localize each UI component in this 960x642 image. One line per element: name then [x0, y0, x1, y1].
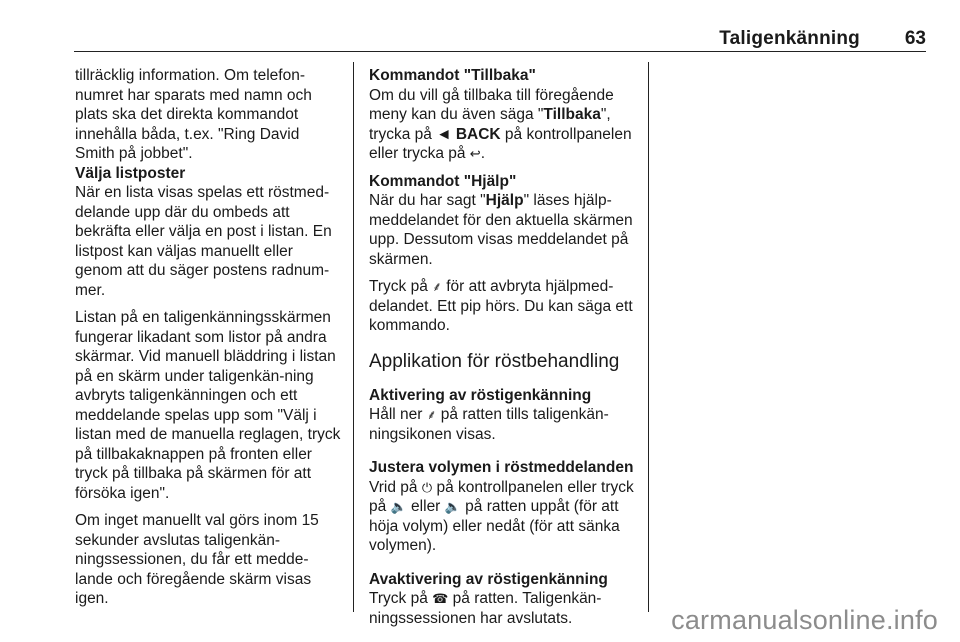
- paragraph-back-command: Om du vill gå tillbaka till föregående meny kan du även säga "Tillbaka", trycka på ◄ BACK på kontrollpanelen eller trycka på ↩.: [369, 86, 632, 162]
- column-divider-right: [648, 62, 649, 612]
- hang-up-icon: ☎: [432, 592, 449, 607]
- volume-up-icon: 🔈: [390, 500, 407, 515]
- subheading-adjust-volume: Justera volymen i röstmeddelanden: [369, 459, 634, 476]
- paragraph-list-prompt: När en lista visas spelas ett röstmed-delande upp där du ombeds att bekräfta eller välja en post i listan. En listpost kan väljas manuellt eller genom att du säger postens radnum-mer.: [75, 184, 332, 299]
- back-button-label: ◄ BACK: [436, 125, 501, 143]
- subheading-help-command: Kommandot "Hjälp": [369, 172, 517, 190]
- voice-recognition-icon: ⸙: [426, 408, 437, 423]
- subheading-select-list-items: Välja listposter: [75, 164, 186, 182]
- paragraph-list-behavior: Listan på en taligenkänningsskärmen fungerar likadant som listor på andra skärmar. Vid manuell bläddring i listan på en skärm under taligenkän-ning avbryts taligenkänningen och ett meddelande spelas upp som "Välj i listan med de manuella reglagen, tryck på tillbakaknappen på fronten eller tryck på tillbaka på skärmen för att försöka igen".: [75, 309, 341, 502]
- column-divider-left: [353, 62, 354, 612]
- paragraph-activate-voice: Håll ner ⸙ på ratten tills taligenkän-ningsikonen visas.: [369, 406, 609, 443]
- voice-recognition-icon: ⸙: [432, 280, 442, 295]
- paragraph-help-command: När du har sagt "Hjälp" läses hjälp-meddelandet för den aktuella skärmen upp. Dessutom visas meddelandet på skärmen.: [369, 192, 633, 268]
- page-number: 63: [904, 28, 926, 49]
- page-header: [74, 26, 926, 52]
- paragraph-continuation: tillräcklig information. Om telefon-numret har sparats med namn och plats ska det direkta kommandot innehålla båda, t.ex. "Ring David Smith på jobbet".: [75, 67, 312, 162]
- paragraph-deactivate-voice: Tryck på ☎ på ratten. Taligenkän-ningssessionen har avslutats.: [369, 590, 602, 627]
- subheading-activate-voice: Aktivering av röstigenkänning: [369, 386, 592, 404]
- section-title-voice-application: Applikation för röstbehandling: [369, 350, 620, 372]
- power-icon: ⏻: [421, 480, 433, 496]
- text-column-left: [75, 66, 343, 609]
- paragraph-cancel-help: Tryck på ⸙ för att avbryta hjälpmed-delandet. Ett pip hörs. Du kan säga ett kommando.: [369, 278, 633, 334]
- subheading-back-command: Kommandot "Tillbaka": [369, 67, 536, 84]
- volume-down-icon: 🔈: [444, 500, 461, 515]
- paragraph-timeout: Om inget manuellt val görs inom 15 sekunder avslutas taligenkän-ningssessionen, du får ett medde-lande och föregående skärm visas igen.: [75, 512, 319, 607]
- back-icon: ↩: [469, 147, 481, 162]
- header-rule: [74, 51, 926, 52]
- paragraph-adjust-volume: Vrid på ⏻ på kontrollpanelen eller tryck på 🔈 eller 🔈 på ratten uppåt (för att höja volym) eller nedåt (för att sänka volymen).: [369, 478, 634, 554]
- watermark-text: carmanualsonline.info: [671, 605, 938, 635]
- page-title: Taligenkänning: [719, 28, 860, 49]
- text-column-middle: [369, 66, 639, 628]
- subheading-deactivate-voice: Avaktivering av röstigenkänning: [369, 570, 608, 588]
